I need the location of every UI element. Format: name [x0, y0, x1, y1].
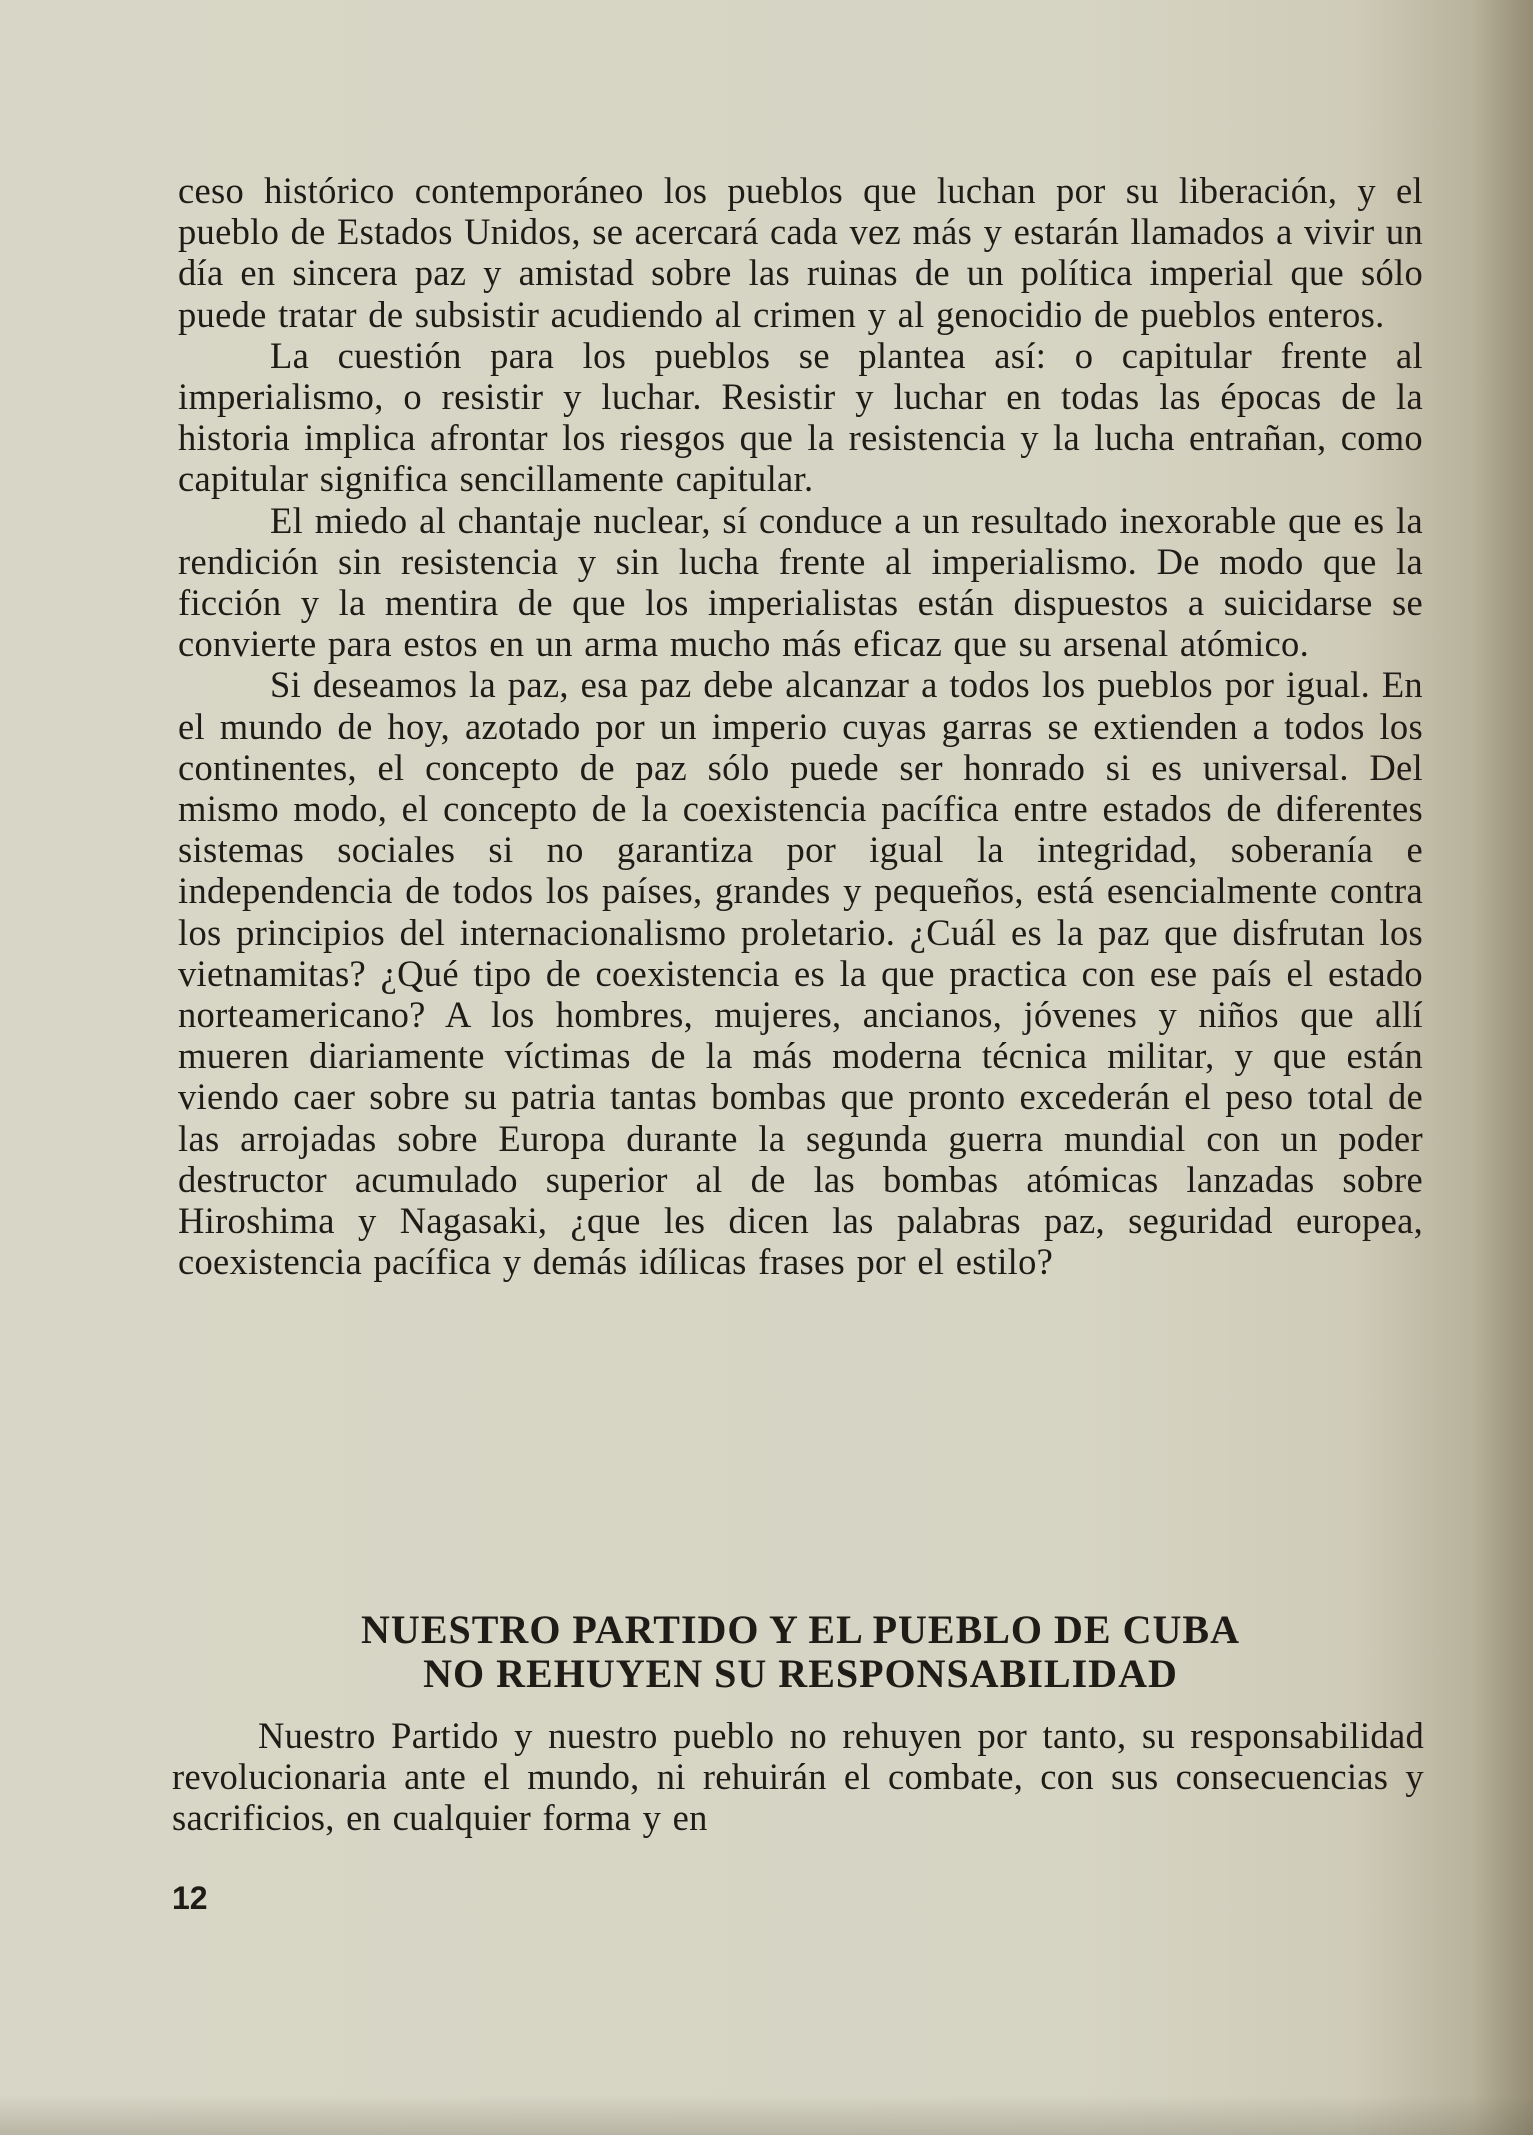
paragraph-2: La cuestión para los pueblos se plantea así: o capitular frente al imperialismo, o resistir y luchar. Resistir y luchar en todas las épocas de la historia implica afrontar los riesgos que la resistencia y la lucha entrañan, como capitular significa sencillamente capitular.: [178, 334, 1423, 500]
section-body-text: [172, 1715, 1424, 1839]
section-heading: [178, 1608, 1423, 1696]
paragraph-1: ceso histórico contemporáneo los pueblos que luchan por su liberación, y el pueblo de Estados Unidos, se acercará cada vez más y estarán llamados a vivir un día en sincera paz y amistad sobre las ruinas de un política imperial que sólo puede tratar de subsistir acudiendo al crimen y al genocidio de pueblos enteros.: [178, 170, 1423, 335]
paragraph-4: Si deseamos la paz, esa paz debe alcanzar a todos los pueblos por igual. En el mundo de hoy, azotado por un imperio cuyas garras se extienden a todos los continentes, el concepto de paz sólo puede ser honrado si es universal. Del mismo modo, el concepto de la coexistencia pacífica entre estados de diferentes sistemas sociales si no garantiza por igual la integridad, soberanía e independencia de todos los países, grandes y pequeños, está esencialmente contra los principios del internacionalismo proletario. ¿Cuál es la paz que disfrutan los vietnamitas? ¿Qué tipo de coexistencia es la que practica con ese país el estado norteamericano? A los hombres, mujeres, ancianos, jóvenes y niños que allí mueren diariamente víctimas de la más moderna técnica militar, y que están viendo caer sobre su patria tantas bombas que pronto excederán el peso total de las arrojadas sobre Europa durante la segunda guerra mundial con un poder destructor acumulado superior al de las bombas atómicas lanzadas sobre Hiroshima y Nagasaki, ¿que les dicen las palabras paz, seguridad europea, coexistencia pacífica y demás idílicas frases por el estilo?: [178, 664, 1423, 1283]
section-heading-line-2: NO REHUYEN SU RESPONSABILIDAD: [423, 1651, 1178, 1696]
page-number: 12: [172, 1880, 208, 1916]
section-paragraph: Nuestro Partido y nuestro pueblo no rehuyen por tanto, su responsabilidad revolucionaria ante el mundo, ni rehuirán el combate, con sus consecuencias y sacrificios, en cualquier forma y en: [172, 1715, 1424, 1839]
page-bottom-shadow: [0, 2095, 1533, 2135]
section-heading-line-1: NUESTRO PARTIDO Y EL PUEBLO DE CUBA: [361, 1607, 1240, 1652]
body-text: [178, 170, 1423, 1282]
page-edge-shadow: [1473, 0, 1533, 2135]
paragraph-3: El miedo al chantaje nuclear, sí conduce a un resultado inexorable que es la rendición sin resistencia y sin lucha frente al imperialismo. De modo que la ficción y la mentira de que los imperialistas están dispuestos a suicidarse se convierte para estos en un arma mucho más eficaz que su arsenal atómico.: [178, 499, 1423, 665]
